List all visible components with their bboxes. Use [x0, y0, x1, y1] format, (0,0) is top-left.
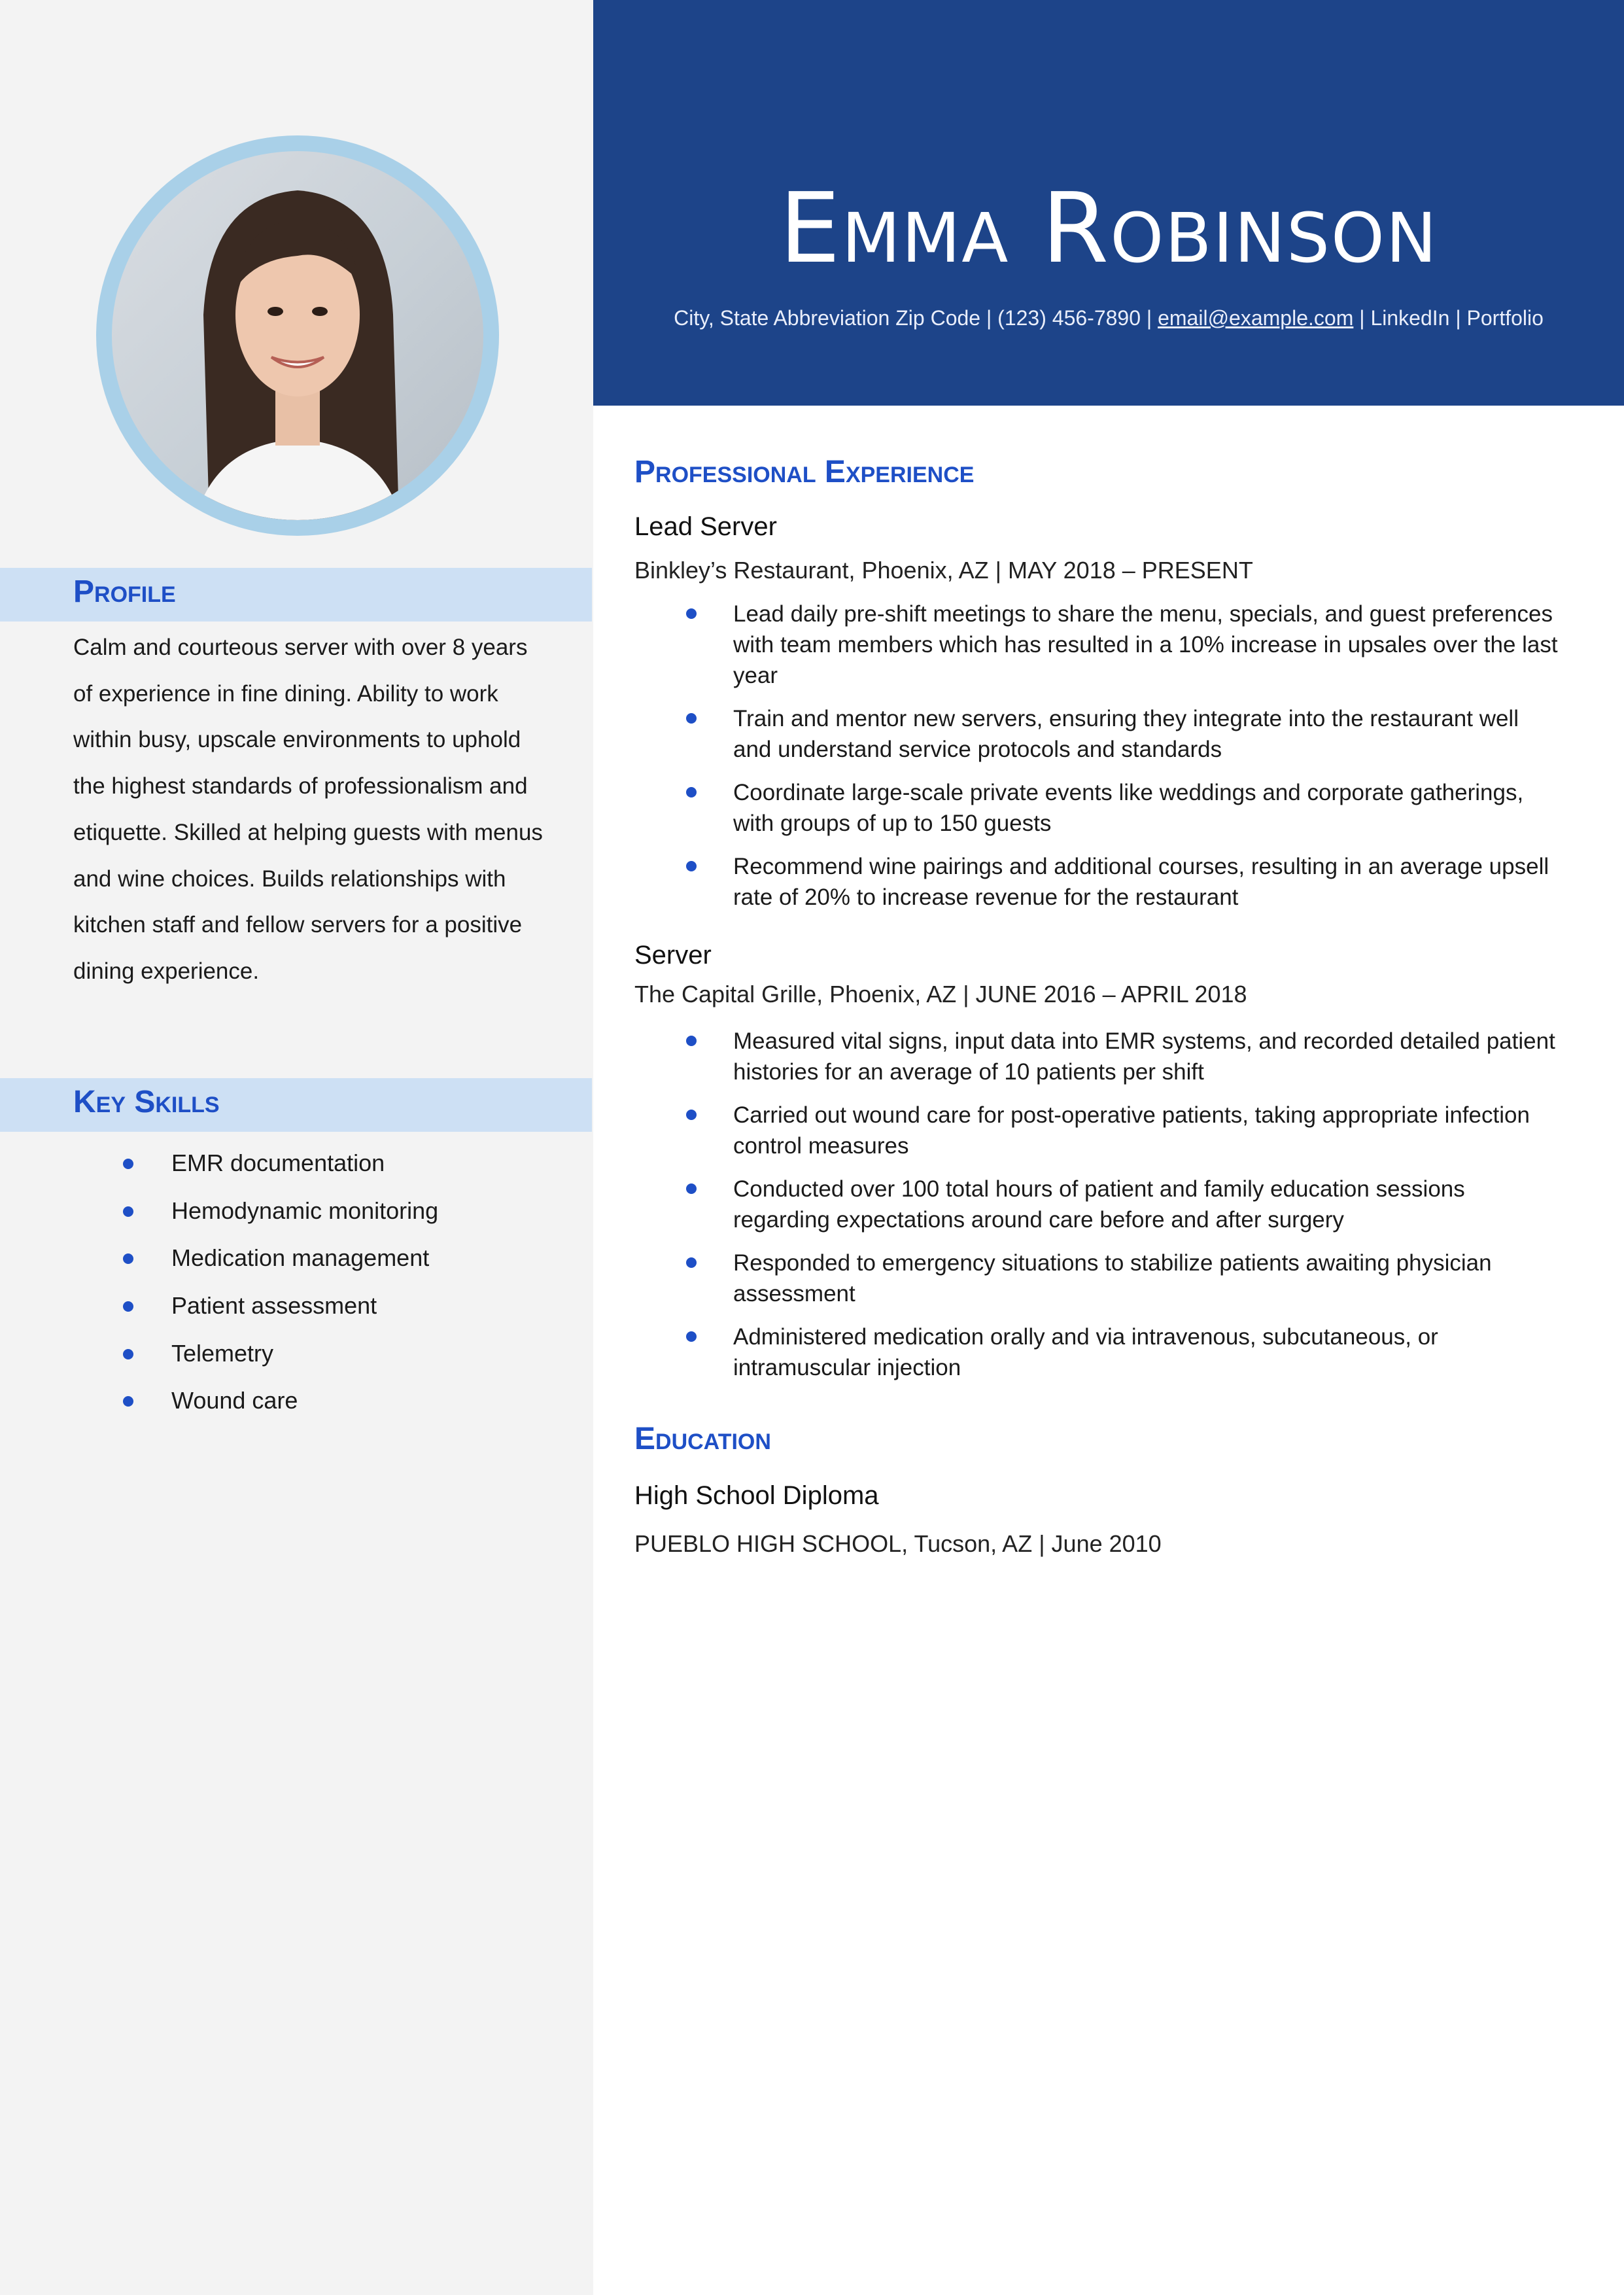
job-title: Lead Server: [634, 512, 777, 541]
bullet-text: Carried out wound care for post-operative patients, taking appropriate infection control measures: [733, 1102, 1530, 1159]
bullet-text: Recommend wine pairings and additional courses, resulting in an average upsell rate of 20% to increase revenue for the restaurant: [733, 854, 1549, 910]
profile-photo-icon: [112, 151, 483, 520]
bullet-text: Administered medication orally and via intravenous, subcutaneous, or intramuscular injection: [733, 1324, 1438, 1380]
profile-summary: Calm and courteous server with over 8 years of experience in fine dining. Ability to work within busy, upscale environments to uphold the highest standards of professionalism and etiquette. Skilled at helping guests with menus and wine choices. Builds relationships with kitchen staff and fellow servers for a positive dining experience.: [73, 635, 543, 984]
bullet-icon: [686, 1036, 697, 1046]
job-bullets: [634, 599, 1563, 925]
skill-text: Telemetry: [171, 1339, 274, 1367]
skill-text: EMR documentation: [171, 1149, 385, 1176]
bullet-icon: [686, 1257, 697, 1268]
skill-text: Medication management: [171, 1244, 430, 1272]
list-item: [0, 1235, 592, 1282]
job-title: Server: [634, 941, 712, 970]
skill-text: Hemodynamic monitoring: [171, 1197, 439, 1224]
list-item: [634, 851, 1563, 913]
job-bullets: [634, 1026, 1563, 1395]
bullet-icon: [123, 1349, 133, 1359]
job-meta: Binkley’s Restaurant, Phoenix, AZ | MAY 2018 – PRESENT: [634, 557, 1253, 584]
bullet-text: Lead daily pre-shift meetings to share the menu, specials, and guest preferences with team members which has resulted in a 10% increase in upsales over the last year: [733, 601, 1558, 688]
list-item: [634, 1322, 1563, 1383]
bullet-icon: [123, 1206, 133, 1217]
list-item: [634, 1174, 1563, 1235]
education-meta: PUEBLO HIGH SCHOOL, Tucson, AZ | June 2010: [634, 1530, 1162, 1557]
list-item: [0, 1377, 592, 1425]
bullet-text: Measured vital signs, input data into EMR systems, and recorded detailed patient histories for an average of 10 patients per shift: [733, 1028, 1555, 1085]
list-item: [634, 599, 1563, 691]
photo-frame: [96, 135, 499, 536]
portrait-icon: [112, 151, 483, 520]
bullet-icon: [686, 608, 697, 619]
bullet-text: Conducted over 100 total hours of patient and family education sessions regarding expectations around care before and after surgery: [733, 1176, 1465, 1233]
list-item: [634, 1026, 1563, 1087]
list-item: [634, 703, 1563, 765]
skill-text: Patient assessment: [171, 1292, 377, 1320]
bullet-icon: [686, 713, 697, 724]
degree-title: High School Diploma: [634, 1481, 879, 1510]
bullet-icon: [686, 1331, 697, 1342]
bullet-text: Coordinate large-scale private events like weddings and corporate gatherings, with groups of up to 150 guests: [733, 780, 1524, 836]
list-item: [634, 777, 1563, 839]
bullet-icon: [123, 1159, 133, 1169]
bullet-icon: [686, 861, 697, 871]
job-meta: The Capital Grille, Phoenix, AZ | JUNE 2016 – APRIL 2018: [634, 981, 1247, 1007]
contact-line: [593, 306, 1624, 330]
list-item: [0, 1330, 592, 1378]
skills-heading: Key Skills: [73, 1085, 220, 1119]
profile-heading: Profile: [73, 574, 176, 609]
bullet-text: Train and mentor new servers, ensuring they integrate into the restaurant well and understand service protocols and standards: [733, 706, 1519, 762]
bullet-icon: [123, 1396, 133, 1407]
contact-prefix: City, State Abbreviation Zip Code | (123) 456-7890 |: [674, 306, 1158, 330]
list-item: [0, 1140, 592, 1187]
bullet-icon: [686, 1183, 697, 1194]
list-item: [0, 1187, 592, 1235]
bullet-icon: [686, 1110, 697, 1120]
bullet-icon: [686, 787, 697, 797]
experience-heading: Professional Experience: [634, 455, 975, 489]
bullet-icon: [123, 1301, 133, 1312]
bullet-text: Responded to emergency situations to stabilize patients awaiting physician assessment: [733, 1250, 1492, 1306]
candidate-name: Emma Robinson: [779, 172, 1438, 285]
contact-suffix: | LinkedIn | Portfolio: [1353, 306, 1544, 330]
skills-list: [0, 1140, 592, 1425]
list-item: [634, 1248, 1563, 1309]
education-heading: Education: [634, 1422, 771, 1456]
list-item: [0, 1282, 592, 1330]
skill-text: Wound care: [171, 1387, 298, 1414]
list-item: [634, 1100, 1563, 1161]
bullet-icon: [123, 1253, 133, 1264]
email-link[interactable]: email@example.com: [1158, 306, 1354, 330]
